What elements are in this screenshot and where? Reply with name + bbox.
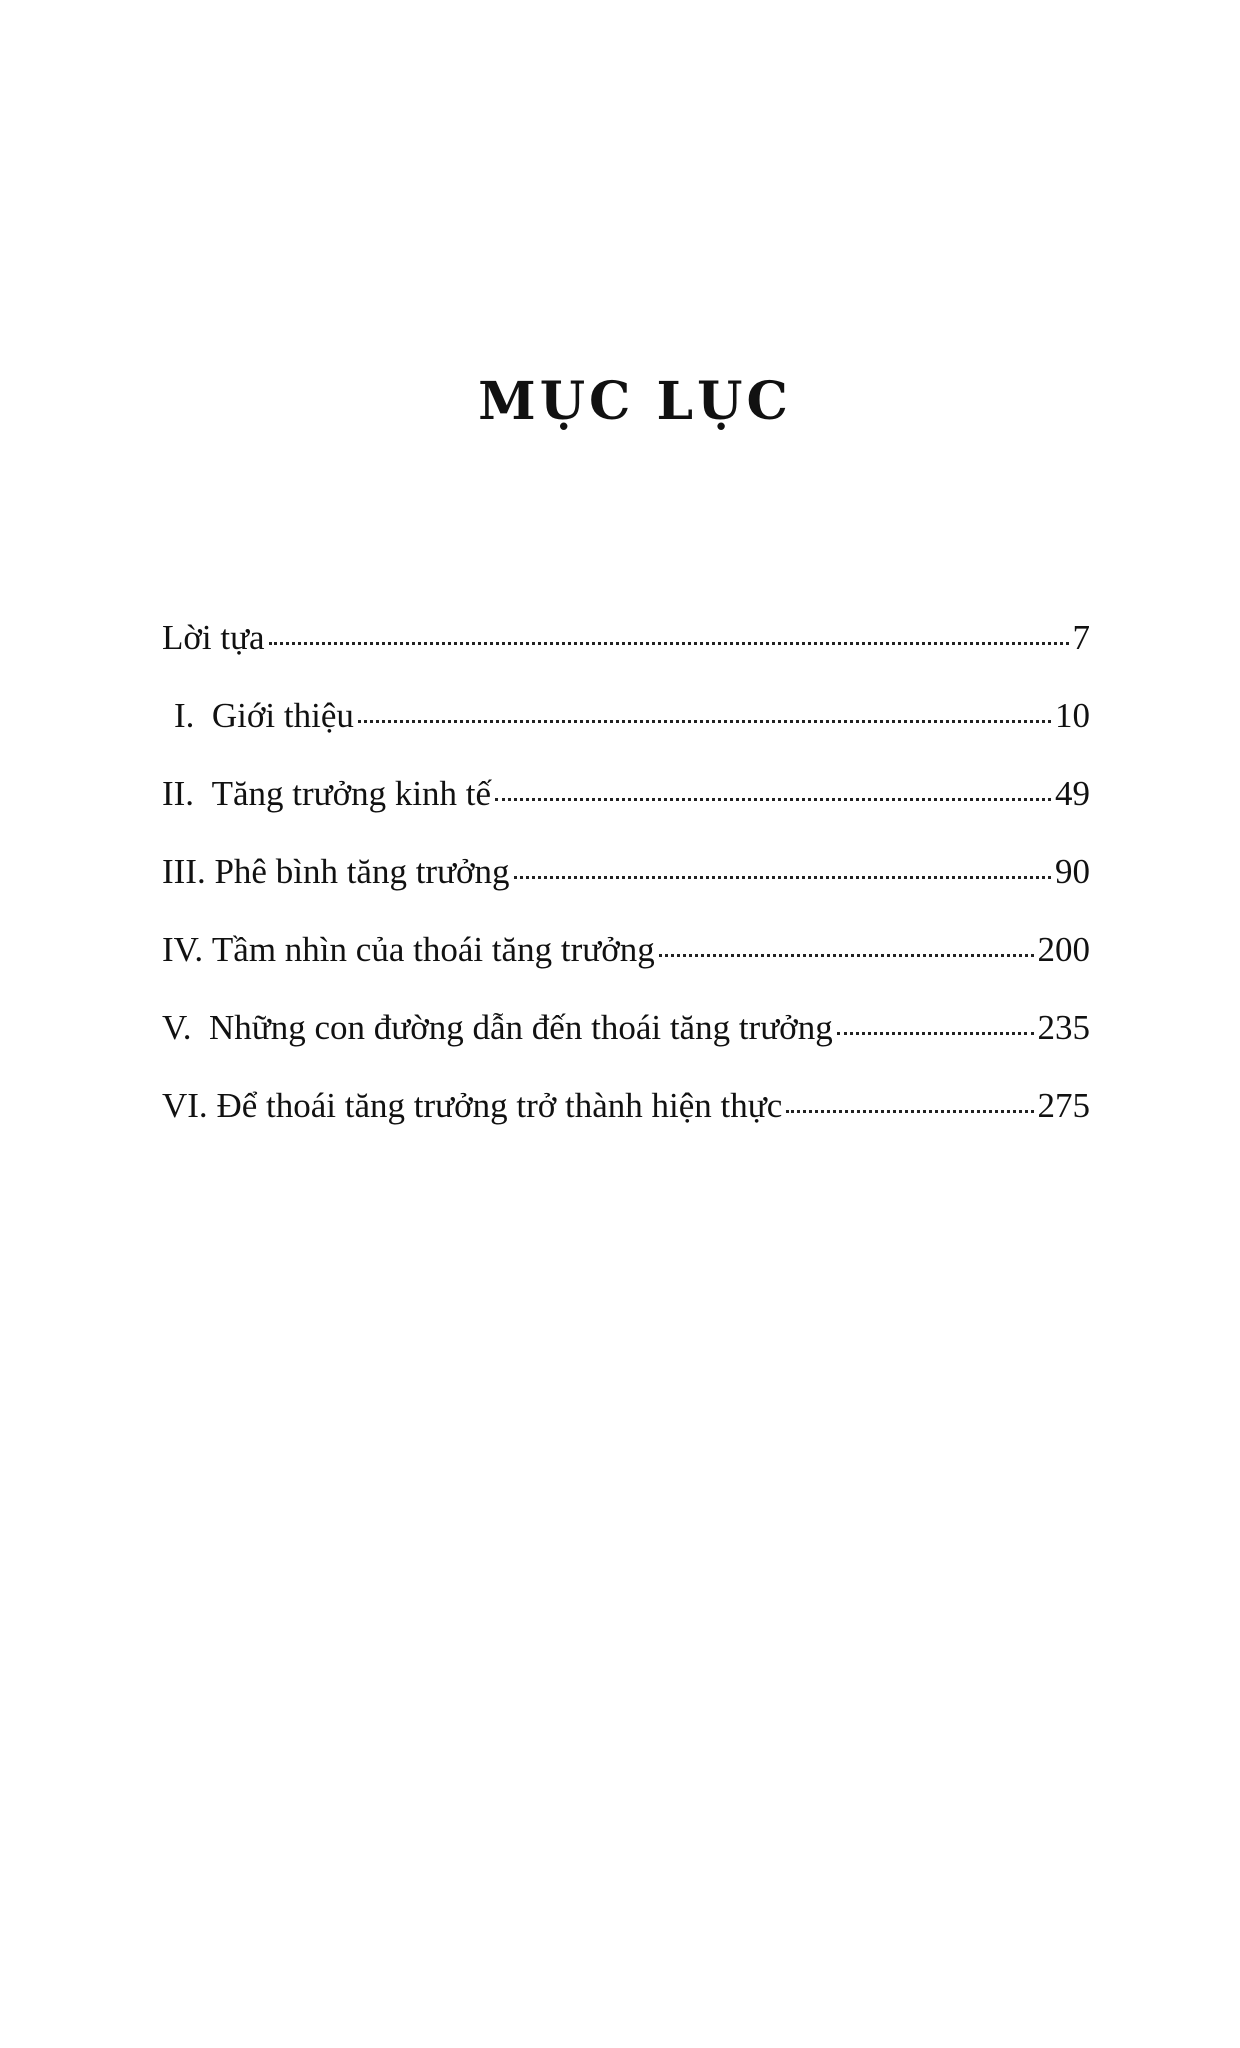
toc-entry-label: Những con đường dẫn đến thoái tăng trưởng bbox=[209, 1008, 833, 1047]
table-of-contents bbox=[162, 620, 1090, 1166]
toc-entry-number: I. bbox=[174, 696, 212, 735]
toc-entry-page: 49 bbox=[1055, 774, 1090, 813]
toc-entry-chapter-2 bbox=[162, 776, 1090, 854]
toc-entry-number: IV. bbox=[162, 930, 212, 969]
toc-entry-label: Lời tựa bbox=[162, 618, 265, 657]
dot-leader bbox=[514, 876, 1051, 879]
dot-leader bbox=[837, 1032, 1034, 1035]
toc-entry-label: Tầm nhìn của thoái tăng trưởng bbox=[211, 930, 655, 969]
toc-entry-chapter-3 bbox=[162, 854, 1090, 932]
toc-entry-number: II. bbox=[162, 774, 212, 813]
toc-entry-number: V. bbox=[162, 1008, 210, 1047]
toc-entry-page: 235 bbox=[1037, 1008, 1090, 1047]
page-title: MỤC LỤC bbox=[478, 371, 792, 432]
toc-entry-chapter-6 bbox=[162, 1088, 1090, 1166]
toc-entry-number: III. bbox=[162, 852, 215, 891]
toc-entry-label: Tăng trưởng kinh tế bbox=[211, 774, 492, 813]
toc-entry-page: 10 bbox=[1055, 696, 1090, 735]
toc-entry-chapter-1 bbox=[162, 698, 1090, 776]
toc-entry-label: Để thoái tăng trưởng trở thành hiện thực bbox=[216, 1086, 783, 1125]
dot-leader bbox=[786, 1110, 1033, 1113]
toc-entry-label: Giới thiệu bbox=[211, 696, 354, 735]
dot-leader bbox=[358, 720, 1051, 723]
toc-entry-page: 200 bbox=[1037, 930, 1090, 969]
toc-entry-page: 275 bbox=[1037, 1086, 1090, 1125]
toc-entry-preface bbox=[162, 620, 1090, 698]
toc-entry-number: VI. bbox=[162, 1086, 217, 1125]
dot-leader bbox=[495, 798, 1051, 801]
dot-leader bbox=[659, 954, 1034, 957]
toc-entry-chapter-5 bbox=[162, 1010, 1090, 1088]
toc-entry-page: 90 bbox=[1055, 852, 1090, 891]
toc-entry-chapter-4 bbox=[162, 932, 1090, 1010]
dot-leader bbox=[269, 642, 1069, 645]
toc-entry-label: Phê bình tăng trưởng bbox=[214, 852, 510, 891]
toc-entry-page: 7 bbox=[1072, 618, 1090, 657]
